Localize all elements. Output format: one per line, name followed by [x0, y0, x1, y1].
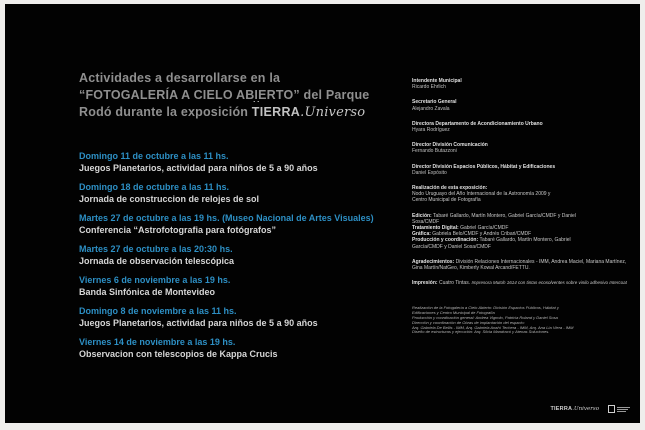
fine-print-line: Producción y coordinación general: Andrea Vignolo, Patricia Roland y Daniel Sosa	[412, 315, 558, 321]
credit-text: Gabriel García/CMDF	[460, 225, 509, 232]
poster-footer	[551, 405, 631, 413]
printing-note: Impresora Mutoh 1614 con tintas ecosolventes sobre vinilo adhesivo Intercoat	[471, 280, 627, 286]
official-name: Alejandro Zavala	[412, 105, 450, 112]
realization-line: Centro Municipal de Fotografía	[412, 197, 481, 204]
official-credit	[412, 142, 640, 154]
credit-text: Cuatro Tintas.	[438, 280, 471, 287]
title-line-3-prefix: Rodó durante la exposición	[79, 105, 252, 119]
official-role: Director División Espacios Públicos, Hábitat y Edificaciones	[412, 163, 556, 170]
official-role: Secretario General	[412, 99, 457, 106]
official-name: Ricardo Ehrlich	[412, 84, 446, 91]
fine-print-line: Realización de la Fotogalería a Cielo Abierto: División Espacios Públicos, Hábitat y	[412, 305, 559, 311]
credit-label: Tratamiento Digital:	[412, 225, 459, 232]
event-description: Juegos Planetarios, actividad para niños de 5 a 90 años	[79, 163, 318, 173]
acknowledgements-block	[412, 259, 630, 271]
realization-header: Realización de esta exposición:	[412, 185, 488, 192]
brand-dot: .	[300, 105, 305, 120]
fine-print-line: Dirección y coordinación de Obras de implantación del espacio:	[412, 319, 525, 325]
fine-print-line: Edificaciones y Centro Municipal de Fotografía	[412, 310, 495, 316]
event-description: Juegos Planetarios, actividad para niños de 5 a 90 años	[79, 318, 318, 328]
credit-label: Gráfica:	[412, 231, 431, 238]
production-credit	[412, 213, 588, 225]
universo-wordmark	[300, 105, 365, 120]
event-date: Viernes 6 de noviembre a las 19 hs.	[79, 275, 231, 285]
event-date: Martes 27 de octubre a las 19 hs. (Museo Nacional de Artes Visuales)	[79, 213, 374, 223]
tierra-wordmark: ˙˙ TIERRA	[252, 105, 300, 119]
fine-print-line: Diseño de estructuras y ejecución: Arq. Silvia Mandracó y Atenas Soluciones.	[412, 329, 550, 335]
credit-text: División Relaciones Internacionales - IMM, Andrea Maciel, Mariana Martínez, Gina Martín/NatGeo, Kimberly Kowal Arcand/FETTU.	[412, 258, 627, 272]
event-item	[79, 181, 409, 205]
event-list	[79, 150, 409, 360]
footer-brand-dot: .	[572, 406, 574, 412]
title-line-3	[79, 104, 409, 121]
title-line-1: Actividades a desarrollarse en la	[79, 71, 281, 85]
event-item	[79, 336, 409, 360]
title-line-2: “FOTOGALERÍA A CIELO ABIERTO” del Parque	[79, 88, 370, 102]
municipal-logo-icon	[608, 405, 615, 413]
official-credit	[412, 121, 640, 133]
official-credit	[412, 164, 640, 176]
event-date: Domingo 8 de noviembre a las 11 hs.	[79, 306, 237, 316]
event-description: Jornada de construccion de relojes de sol	[79, 194, 260, 204]
credit-label: Impresión:	[412, 280, 438, 287]
credit-label: Edición:	[412, 212, 432, 219]
official-name: Fernando Butazzoni	[412, 148, 457, 155]
realization-line: Nodo Uruguayo del Año Internacional de la Astronomía 2009 y	[412, 191, 551, 198]
event-description: Banda Sinfónica de Montevideo	[79, 287, 216, 297]
poster-title	[79, 70, 409, 121]
event-date: Viernes 14 de noviembre a las 19 hs.	[79, 337, 236, 347]
municipal-logo-text-lines	[617, 407, 630, 412]
realization-block	[412, 185, 588, 204]
credit-label: Agradecimientos:	[412, 258, 455, 265]
official-name: Daniel Expósito	[412, 169, 447, 176]
footer-brand-universo	[572, 406, 599, 412]
footer-brand-tierra: TIERRA	[550, 406, 573, 412]
official-role: Director División Comunicación	[412, 142, 488, 149]
poster	[5, 4, 640, 423]
credit-text: Gabriela Belo/CMDF y Andrés Cribari/CMDF	[432, 231, 532, 238]
municipal-logo	[608, 405, 630, 413]
event-item	[79, 274, 409, 298]
fine-print-block	[412, 306, 637, 335]
event-item	[79, 150, 409, 174]
left-column	[79, 70, 409, 367]
tierra-universo-logo	[551, 406, 600, 412]
production-block	[412, 213, 588, 250]
brand-universo-text: Universo	[304, 105, 366, 120]
production-credit	[412, 237, 588, 249]
event-item	[79, 305, 409, 329]
event-description: Conferencia “Astrofotografia para fotógrafos”	[79, 225, 277, 235]
event-date: Martes 27 de octubre a las 20:30 hs.	[79, 244, 233, 254]
official-role: Directora Departamento de Acondicionamiento Urbano	[412, 120, 543, 127]
credit-text: Tabaré Gallardo, Martín Montero, Gabriel García/CMDF y Daniel Sosa/CMDF	[412, 237, 571, 250]
fine-print-line: Arq. Gabriela De Bellis - IMM, Arq. Gabriela Anahí Techera - IMM, Arq. Ana Lía Viera - IMM	[412, 324, 574, 330]
official-credit	[412, 99, 640, 111]
printing-block	[412, 280, 630, 286]
event-item	[79, 212, 409, 236]
footer-brand-universo-text: Universo	[573, 406, 599, 412]
credit-text: Tabaré Gallardo, Martín Montero, Gabriel García/CMDF y Daniel Sosa/CMDF	[412, 212, 576, 225]
event-date: Domingo 11 de octubre a las 11 hs.	[79, 151, 229, 161]
event-item	[79, 243, 409, 267]
credits-column	[412, 78, 640, 335]
event-date: Domingo 18 de octubre a las 11 hs.	[79, 182, 230, 192]
official-credit	[412, 78, 640, 90]
credit-label: Producción y coordinación:	[412, 237, 479, 244]
event-description: Jornada de observación telescópica	[79, 256, 235, 266]
official-role: Intendente Municipal	[412, 78, 462, 84]
official-name: Hyara Rodríguez	[412, 127, 450, 134]
event-description: Observacion con telescopios de Kappa Crucis	[79, 349, 278, 359]
